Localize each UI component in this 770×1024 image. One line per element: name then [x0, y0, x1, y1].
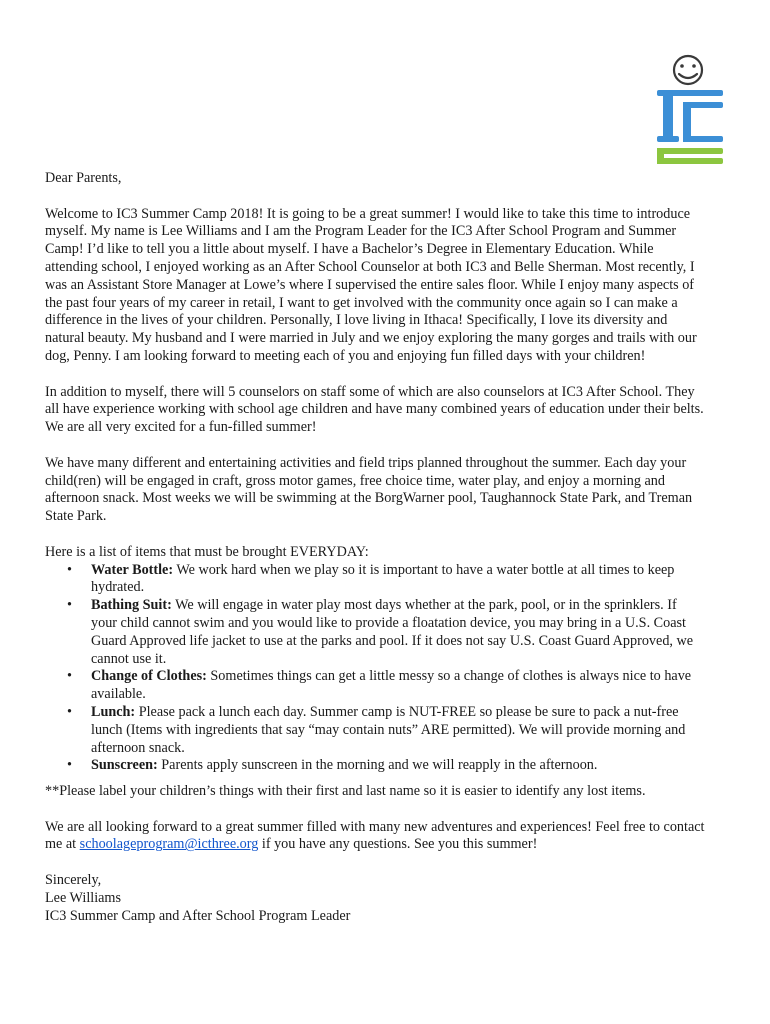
- ic3-logo-graphic: [650, 50, 730, 168]
- item-text: Parents apply sunscreen in the morning and we will reapply in the afternoon.: [157, 757, 598, 774]
- intro-paragraph: Welcome to IC3 Summer Camp 2018! It is going to be a great summer! I would like to take this time to introduce myself. My name is Lee Williams and I am the Program Leader for the IC3 After School Program and Summer Camp! I’d like to tell you a little about myself. I have a Bachelor’s Degree in Elementary Education. While attending school, I enjoyed working as an After School Counselor at both IC3 and Belle Sherman. Most recently, I was an Assistant Store Manager at Lowe’s where I supervised the entire sales floor. While I enjoy many aspects of the past four years of my career in retail, I want to get involved with the community once again so I can make a difference in the lives of your children. Personally, I love living in Ithaca! Specifically, I love its diversity and natural beauty. My husband and I were married in July and we enjoy exploring the many gorges and trails with our dog, Penny. I am looking forward to meeting each of you and enjoying fun filled days with your children!: [45, 205, 697, 364]
- list-item-bathing-suit: [91, 597, 705, 668]
- item-label: Lunch:: [91, 703, 136, 720]
- signer-title: IC3 Summer Camp and After School Program Leader: [45, 907, 351, 924]
- email-link[interactable]: schoolageprogram@icthree.org: [79, 836, 259, 853]
- signoff: Sincerely,: [45, 872, 102, 889]
- list-item-sunscreen: [91, 757, 705, 775]
- item-label: Bathing Suit:: [91, 597, 172, 614]
- greeting: Dear Parents,: [45, 170, 122, 186]
- item-text: Please pack a lunch each day. Summer camp is NUT-FREE so please be sure to pack a nut-free lunch (Items with ingredients that say “may contain nuts” ARE permitted). We will provide morning and afternoon snack.: [91, 703, 686, 756]
- item-label: Change of Clothes:: [91, 668, 207, 685]
- counselors-paragraph: In addition to myself, there will 5 counselors on staff some of which are also counselors at IC3 After School. They all have experience working with school age children and have many combined years of education under their belts. We are all very excited for a fun-filled summer!: [45, 383, 704, 436]
- closing-text-after: if you have any questions. See you this summer!: [258, 836, 538, 853]
- signature-block: [45, 872, 705, 925]
- item-label: Sunscreen:: [91, 757, 158, 774]
- signer-name: Lee Williams: [45, 889, 121, 906]
- required-items-list: [45, 562, 705, 776]
- item-text: We will engage in water play most days whether at the park, pool, or in the sprinklers. If your child cannot swim and you would like to provide a floatation device, you may bring in a U.S. Coast Guard Approved life jacket to use at the parks and pool. If it does not say U.S. Coast Guard Approved, we cannot use it.: [91, 597, 694, 667]
- list-item-water-bottle: [91, 562, 705, 598]
- item-text: Sometimes things can get a little messy so a change of clothes is always nice to have available.: [91, 668, 692, 703]
- list-item-lunch: [91, 704, 705, 757]
- closing-paragraph: [45, 819, 705, 855]
- activities-paragraph: We have many different and entertaining activities and field trips planned throughout the summer. Each day your child(ren) will be engaged in craft, gross motor games, free choice time, water play, and enjoy a morning and afternoon snack. Most weeks we will be swimming at the BorgWarner pool, Taughannock State Park, and Treman State Park.: [45, 454, 693, 525]
- closing-text-before: We are all looking forward to a great summer filled with many new adventures and experiences! Feel free to contact me at: [45, 818, 705, 853]
- item-text: We work hard when we play so it is important to have a water bottle at all times to keep hydrated.: [91, 561, 675, 596]
- letter-body: [45, 170, 705, 925]
- item-label: Water Bottle:: [91, 561, 174, 578]
- list-intro: Here is a list of items that must be brought EVERYDAY:: [45, 543, 369, 560]
- ic3-smiley-logo-icon: [650, 50, 730, 168]
- label-note: **Please label your children’s things with their first and last name so it is easier to identify any lost items.: [45, 783, 646, 800]
- list-item-change-of-clothes: [91, 668, 705, 704]
